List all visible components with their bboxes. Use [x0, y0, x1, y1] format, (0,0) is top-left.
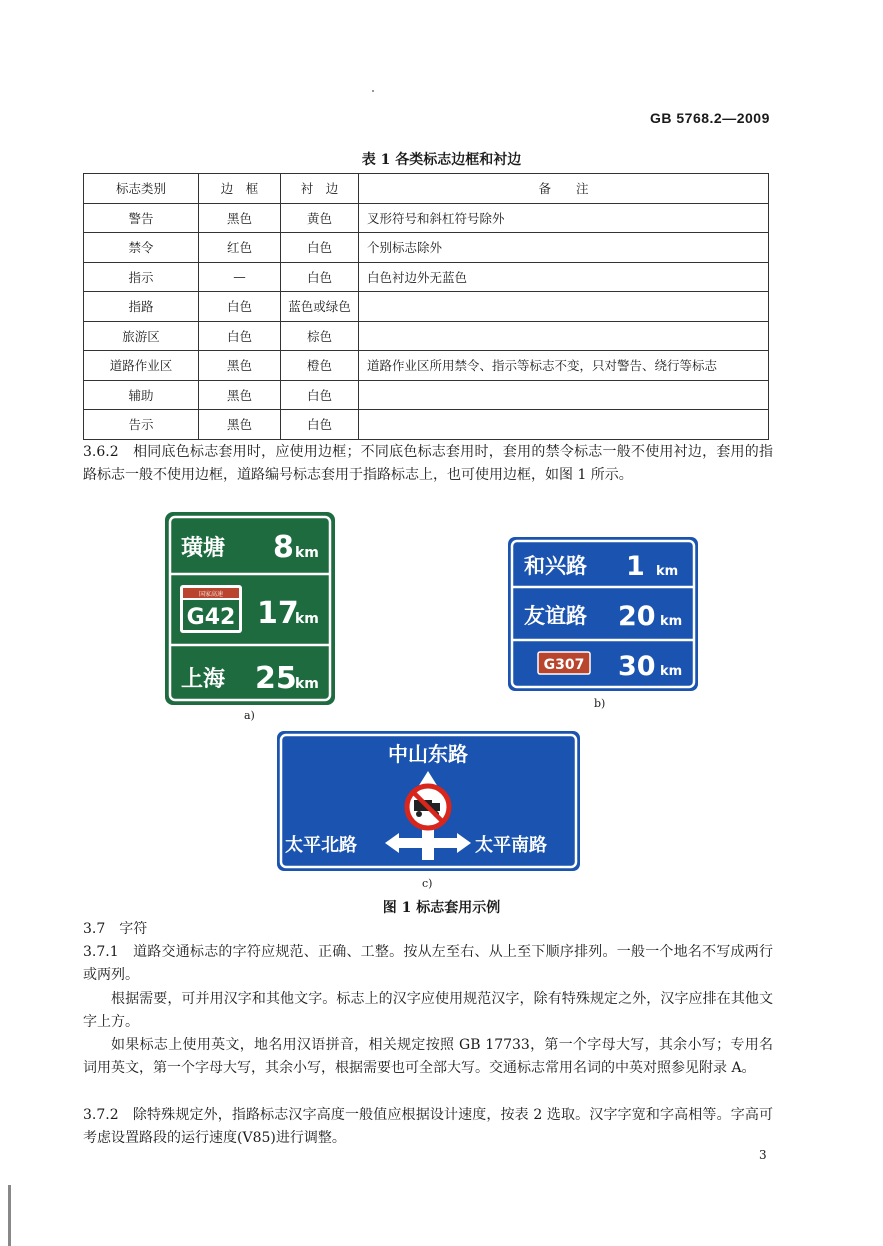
cell-lining: 白色: [281, 262, 359, 292]
sign-b-row1-dist: 1: [626, 551, 645, 582]
sign-b-row3-dist: 30: [618, 651, 656, 682]
cell-lining: 棕色: [281, 321, 359, 351]
table-row: [84, 262, 769, 292]
sign-c-top-destination: 中山东路: [388, 742, 468, 766]
guide-sign-green: [165, 512, 335, 705]
cell-category: 告示: [84, 410, 199, 440]
col-header-category: 标志类别: [84, 174, 199, 204]
sign-b-route-code: G307: [543, 657, 585, 673]
cell-border: 黑色: [199, 203, 281, 233]
scan-dot: [372, 90, 374, 92]
table-title: 表 1 各类标志边框和衬边: [361, 152, 522, 168]
sign-b-row2-unit: km: [660, 614, 683, 629]
cell-border: 黑色: [199, 351, 281, 381]
sign-a-row3-dist: 25: [255, 661, 297, 696]
cell-remarks: [359, 380, 769, 410]
cell-border: 白色: [199, 292, 281, 322]
scan-edge-bar: [8, 1185, 11, 1246]
cell-category: 禁令: [84, 233, 199, 263]
cell-remarks: 道路作业区所用禁令、指示等标志不变，只对警告、绕行等标志: [359, 351, 769, 381]
sign-b-row1-name: 和兴路: [524, 554, 587, 578]
clause-3-7-1-para2: 根据需要，可并用汉字和其他文字。标志上的汉字应使用规范汉字，除有特殊规定之外，汉字应排在其他文字上方。: [83, 991, 773, 1030]
border-lining-table: [83, 173, 769, 440]
sign-a-row1-unit: km: [295, 545, 319, 561]
cell-category: 道路作业区: [84, 351, 199, 381]
sign-a-row3-unit: km: [295, 676, 319, 692]
clause-3-7-2: 3.7.2 除特殊规定外，指路标志汉字高度一般值应根据设计速度，按表 2 选取。汉字字宽和字高相等。字高可考虑设置路段的运行速度(V85)进行调整。: [83, 1107, 773, 1146]
cell-remarks: 白色衬边外无蓝色: [359, 262, 769, 292]
cell-remarks: 叉形符号和斜杠符号除外: [359, 203, 769, 233]
section-3-7-title: 3.7 字符: [83, 921, 148, 937]
sign-a-row3-name: 上海: [181, 667, 226, 692]
expressway-route-shield: [180, 585, 242, 633]
cell-lining: 白色: [281, 233, 359, 263]
clause-3-7-1-para3: 如果标志上使用英文，地名用汉语拼音，相关规定按照 GB 17733，第一个字母大写，其余小写；专用名词用英文，第一个字母大写，其余小写，根据需要也可全部大写。交通标志常用名词的中英对照参见附录 A。: [83, 1037, 773, 1076]
cell-category: 旅游区: [84, 321, 199, 351]
sign-c-right-destination: 太平南路: [475, 835, 547, 856]
clause-3-6-2: 3.6.2 相同底色标志套用时，应使用边框；不同底色标志套用时，套用的禁令标志一般不使用衬边，套用的指路标志一般不使用边框，道路编号标志套用于指路标志上，也可使用边框，如图 1 所示。: [83, 444, 773, 483]
cell-lining: 黄色: [281, 203, 359, 233]
sign-c-left-destination: 太平北路: [285, 835, 357, 856]
col-header-border: 边 框: [199, 174, 281, 204]
cell-remarks: [359, 292, 769, 322]
cell-category: 指示: [84, 262, 199, 292]
cell-border: 黑色: [199, 380, 281, 410]
sign-a-row2-unit: km: [295, 611, 319, 627]
cell-border: 白色: [199, 321, 281, 351]
table-row: [84, 410, 769, 440]
sign-b-row2-dist: 20: [618, 601, 656, 632]
sign-a-row2-dist: 17: [257, 596, 299, 631]
cell-lining: 白色: [281, 380, 359, 410]
cell-border: 黑色: [199, 410, 281, 440]
cell-lining: 蓝色或绿色: [281, 292, 359, 322]
caption-b: b): [594, 697, 606, 710]
sign-a-row1-dist: 8: [273, 530, 294, 565]
table-row: [84, 380, 769, 410]
no-trucks-icon: [407, 786, 449, 828]
cell-category: 警告: [84, 203, 199, 233]
cell-category: 辅助: [84, 380, 199, 410]
route-shield-header: 国家高速: [198, 591, 224, 598]
cell-remarks: 个别标志除外: [359, 233, 769, 263]
junction-guide-sign: [277, 731, 580, 871]
col-header-remarks: 备 注: [359, 174, 769, 204]
cell-category: 指路: [84, 292, 199, 322]
figure-title: 图 1 标志套用示例: [382, 900, 501, 916]
caption-c: c): [422, 877, 433, 890]
table-row: [84, 203, 769, 233]
col-header-lining: 衬 边: [281, 174, 359, 204]
cell-border: —: [199, 262, 281, 292]
sign-a-row1-name: 璜塘: [181, 536, 226, 561]
guide-sign-blue: [508, 537, 698, 691]
cell-lining: 白色: [281, 410, 359, 440]
cell-border: 红色: [199, 233, 281, 263]
table-row: [84, 351, 769, 381]
cell-remarks: [359, 410, 769, 440]
table-row: [84, 233, 769, 263]
standard-code: GB 5768.2—2009: [650, 110, 770, 126]
sign-b-row3-unit: km: [660, 664, 683, 679]
table-header-row: [84, 174, 769, 204]
sign-b-row2-name: 友谊路: [524, 604, 587, 628]
sign-a-route-code: G42: [186, 605, 236, 630]
clause-3-7-1: 3.7.1 道路交通标志的字符应规范、正确、工整。按从左至右、从上至下顺序排列。一般一个地名不写成两行或两列。: [83, 944, 773, 983]
sign-b-row1-unit: km: [656, 564, 679, 579]
table-row: [84, 321, 769, 351]
caption-a: a): [244, 709, 255, 722]
table-row: [84, 292, 769, 322]
national-road-route-shield: [538, 652, 590, 674]
cell-remarks: [359, 321, 769, 351]
cell-lining: 橙色: [281, 351, 359, 381]
page-number: 3: [759, 1148, 767, 1162]
